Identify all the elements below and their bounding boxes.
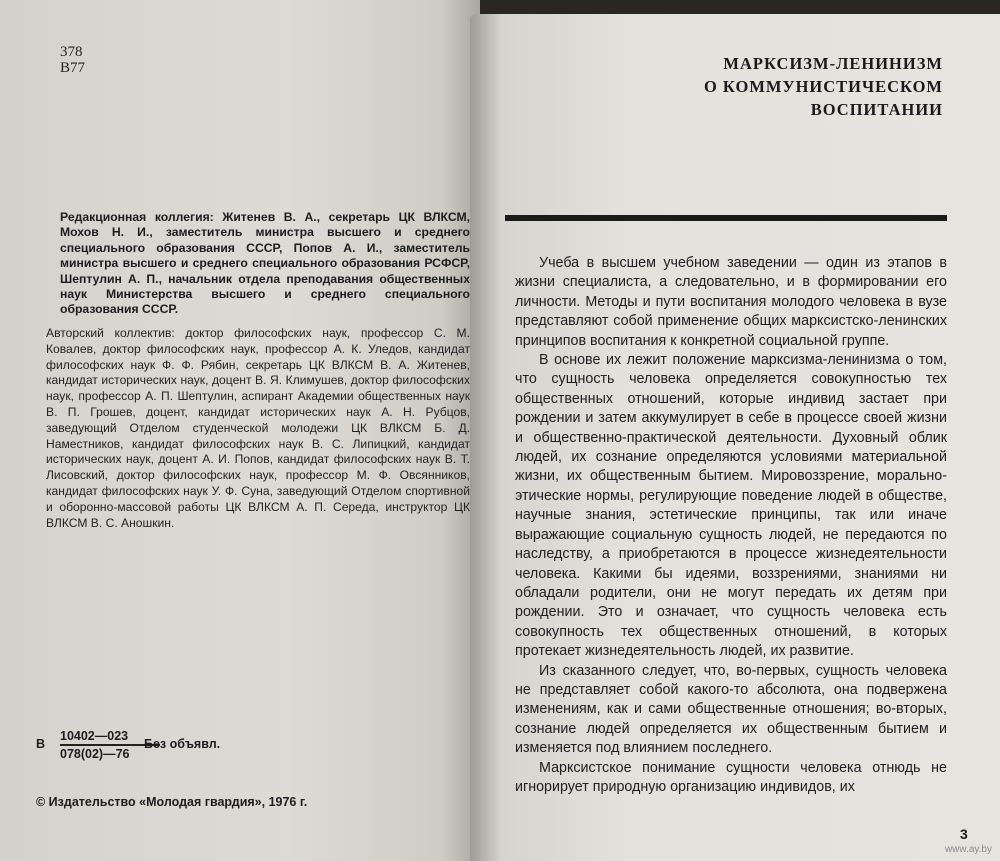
body-text xyxy=(515,254,947,797)
chapter-divider-rule xyxy=(505,215,947,221)
copyright-line: © Издательство «Молодая гвардия», 1976 г. xyxy=(36,795,308,809)
index-fraction xyxy=(60,728,156,762)
index-letter: В xyxy=(36,737,46,751)
authors-collective: Авторский коллектив: доктор философских наук, профессор С. М. Ковалев, доктор философских наук, профессор А. К. Уледов, кандидат философских наук Ф. Ф. Рябин, секретарь ЦК ВЛКСМ В. А. Житенев, кандидат исторических наук, доцент В. Я. Климушев, доктор философских наук, профессор А. П. Шептулин, аспирант Академии общественных наук В. П. Грошев, доцент, кандидат исторических наук А. Н. Рубцов, заведующий Отделом студенческой молодежи ЦК ВЛКСМ Б. Д. Наместников, кандидат философских наук В. С. Липицкий, кандидат исторических наук, доцент А. И. Попов, кандидат философских наук В. Т. Лисовский, доктор философских наук, профессор М. Ф. Овсянников, кандидат философских наук У. Ф. Суна, заведующий Отделом спортивной и оборонно-массовой работы ЦК ВЛКСМ А. П. Середа, инструктор ЦК ВЛКСМ В. С. Аношкин. xyxy=(46,326,470,530)
paragraph: В основе их лежит положение марксизма-ленинизма о том, что сущность человека определяется совокупностью тех общественных отношений, которые индивид застает при рождении и затем аккумулирует в себе в процессе своей жизни и общественно-практической деятельности. Духовный облик людей, их сознание определяются условиями материальной жизни, их общественным бытием. Мировоззрение, морально-этические нормы, регулирующие поведение людей в обществе, научные знания, эстетические принципы, так или иначе выражающие социальную сущность людей, не передаются по наследству, а приобретаются в процессе жизнедеятельности человека. Какими бы идеями, воззрениями, знаниями ни обладали родители, они не могут передать их детям при рождении. Это и означает, что сущность человека есть совокупность тех общественных отношений, в которых протекает жизнедеятельность людей, их развитие. xyxy=(515,352,947,660)
paragraph: Учеба в высшем учебном заведении — один из этапов в жизни специалиста, а следовательно, и в формировании его личности. Методы и пути воспитания молодого человека в вузе представляют собой применение общих марксистско-ленинских принципов воспитания к конкретной социальной группе. xyxy=(515,255,947,349)
left-page xyxy=(0,0,480,861)
chapter-title-line: ВОСПИТАНИИ xyxy=(810,100,943,119)
chapter-title-line: МАРКСИЗМ-ЛЕНИНИЗМ xyxy=(723,54,943,73)
paragraph: Марксистское понимание сущности человека отнюдь не игнорирует природную организацию индивидов, их xyxy=(515,759,947,795)
library-code-udc: 378 xyxy=(60,44,83,60)
library-code-author: B77 xyxy=(60,60,86,76)
page-number: 3 xyxy=(960,826,968,842)
editorial-board: Редакционная коллегия: Житенев В. А., секретарь ЦК ВЛКСМ, Мохов Н. И., заместитель министра высшего и среднего специального образования СССР, Попов А. И., заместитель министра высшего и среднего специального образования РСФСР, Шептулин А. П., начальник отдела преподавания общественных наук Министерства высшего и среднего специального образования СССР. xyxy=(60,210,470,317)
index-numerator: 10402—023 xyxy=(60,729,129,743)
chapter-title xyxy=(603,52,943,121)
paragraph: Из сказанного следует, что, во-первых, сущность человека не представляет собой какого-то абсолюта, она подвержена изменениям, как и сами общественные отношения; во-вторых, сознание людей определяется их общественным бытием и изменяется под влиянием последнего. xyxy=(515,662,947,757)
chapter-title-line: О КОММУНИСТИЧЕСКОМ xyxy=(703,77,943,96)
watermark: www.ay.by xyxy=(944,844,992,855)
index-note: Без объявл. xyxy=(144,737,221,751)
index-denominator: 078(02)—76 xyxy=(60,746,130,761)
library-codes xyxy=(60,44,85,76)
